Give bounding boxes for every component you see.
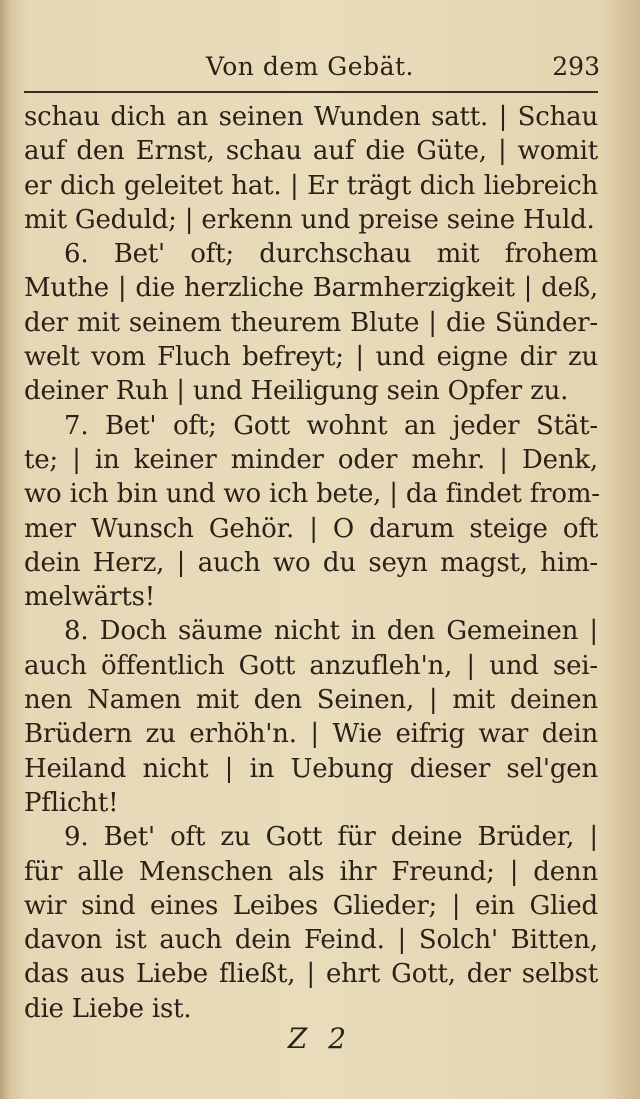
stanza-7-start: 7. Bet' oft; Gott wohnt an jeder Stät- <box>64 410 598 441</box>
text-line: mer Wunsch Gehör. | O darum steige oft <box>24 513 598 544</box>
text-line: Heiland nicht | in Uebung dieser sel'gen <box>24 753 598 784</box>
text-line: melwärts! <box>24 582 155 613</box>
text-line: er dich geleitet hat. | Er trägt dich liebreich <box>24 170 598 201</box>
text-line: nen Namen mit den Seinen, | mit deinen <box>24 685 598 716</box>
text-line: te; | in keiner minder oder mehr. | Denk, <box>24 444 598 475</box>
text-line: wo ich bin und wo ich bete, | da findet from- <box>24 479 600 510</box>
text-line: wir sind eines Leibes Glieder; | ein Glied <box>24 890 598 921</box>
text-line: auch öffentlich Gott anzufleh'n, | und sei- <box>24 650 598 681</box>
text-line: welt vom Fluch befreyt; | und eigne dir zu <box>24 342 598 373</box>
stanza-6-start: 6. Bet' oft; durchschau mit frohem <box>64 239 598 270</box>
header-rule <box>24 91 598 93</box>
stanza-9-start: 9. Bet' oft zu Gott für deine Brüder, | <box>64 822 598 853</box>
text-line: der mit seinem theurem Blute | die Sünder- <box>24 307 598 338</box>
text-line: Pflicht! <box>24 787 119 818</box>
hymn-text <box>24 100 598 1026</box>
text-line: deiner Ruh | und Heiligung sein Opfer zu. <box>24 376 569 407</box>
text-line: Muthe | die herzliche Barmherzigkeit | deß, <box>24 273 598 304</box>
stanza-8-start: 8. Doch säume nicht in den Gemeinen | <box>64 616 598 647</box>
page-number: 293 <box>552 52 600 81</box>
text-line: dein Herz, | auch wo du seyn magst, him- <box>24 547 598 578</box>
text-line: mit Geduld; | erkenn und preise seine Huld. <box>24 204 595 235</box>
running-head: Von dem Gebät. <box>206 52 414 81</box>
text-line: auf den Ernst, schau auf die Güte, | womit <box>24 136 598 167</box>
signature-mark: Z 2 <box>287 1022 353 1055</box>
text-line: für alle Menschen als ihr Freund; | denn <box>24 856 598 887</box>
text-line: die Liebe ist. <box>24 993 192 1024</box>
page-header <box>20 48 600 88</box>
text-line: Brüdern zu erhöh'n. | Wie eifrig war dein <box>24 719 598 750</box>
text-line: das aus Liebe fließt, | ehrt Gott, der selbst <box>24 959 598 990</box>
text-line: davon ist auch dein Feind. | Solch' Bitten, <box>24 925 598 956</box>
text-line: schau dich an seinen Wunden satt. | Schau <box>24 102 598 132</box>
